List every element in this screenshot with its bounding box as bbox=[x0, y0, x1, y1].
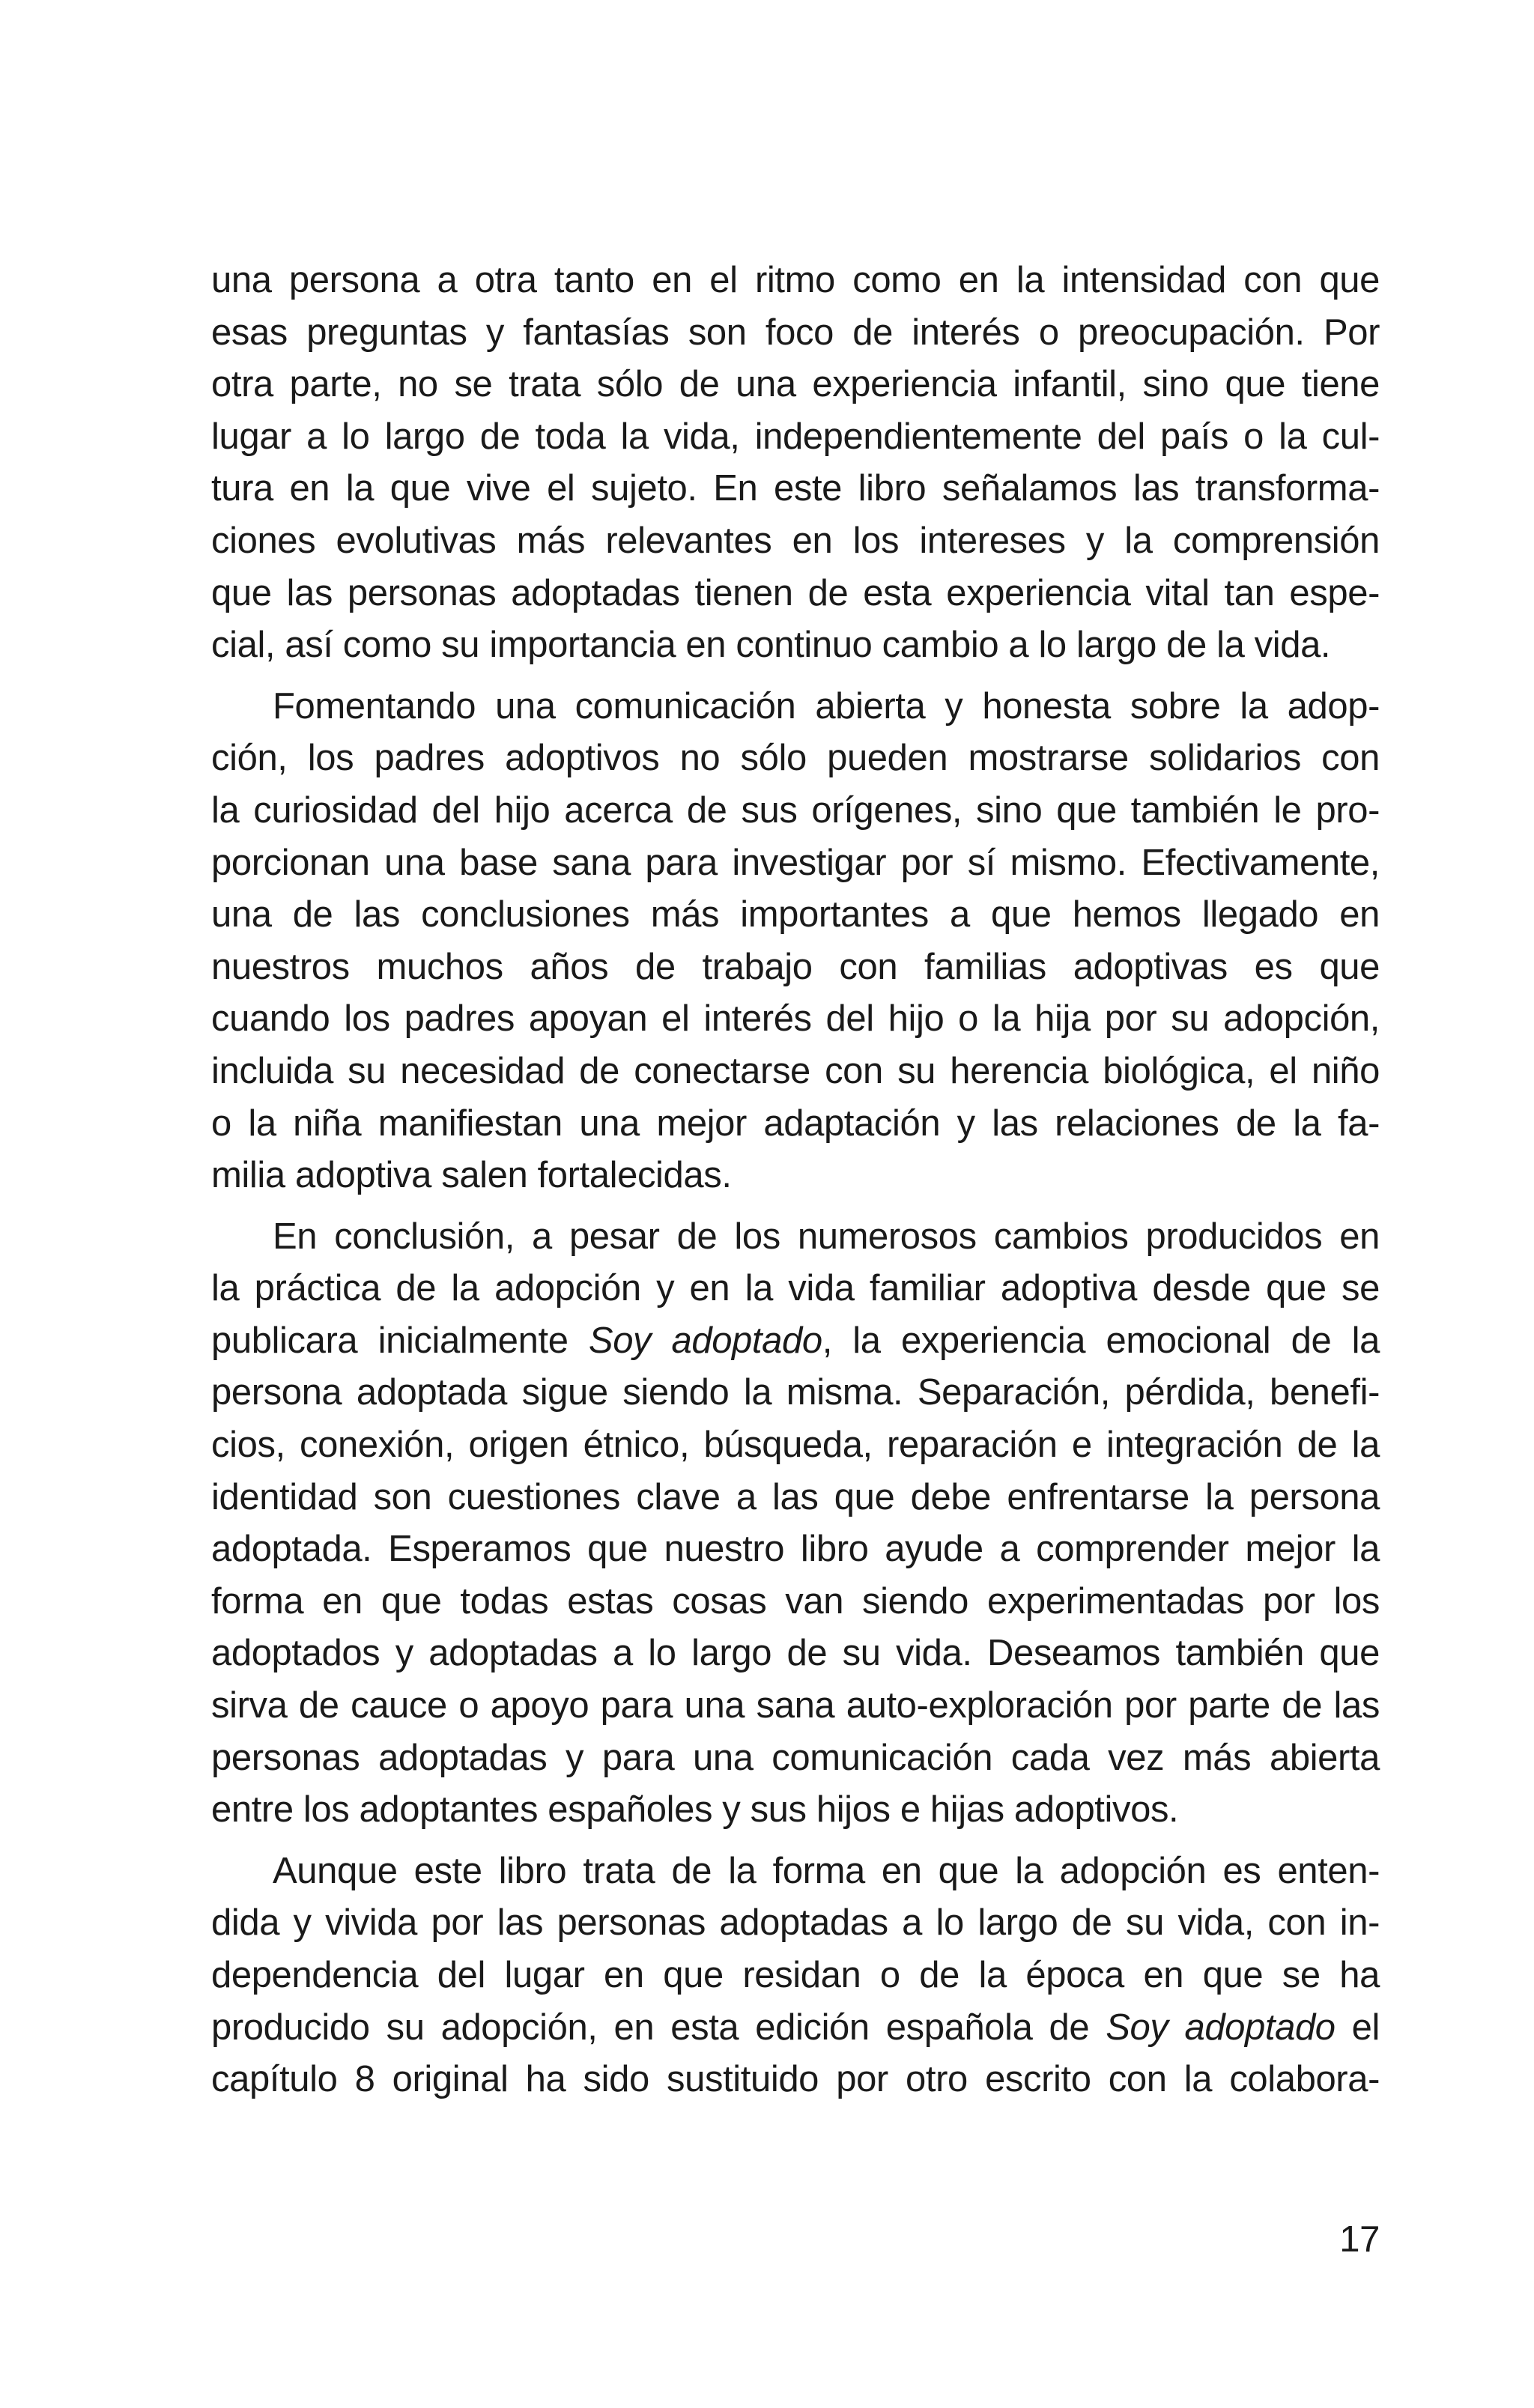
text-run: dependencia del lugar en que residan o de la época en que se ha bbox=[211, 1955, 1380, 1995]
text-run: adoptada. Esperamos que nuestro libro ayude a comprender mejor la bbox=[211, 1529, 1380, 1570]
text-line bbox=[211, 2054, 1380, 2106]
text-line bbox=[211, 1098, 1380, 1150]
text-line bbox=[211, 1150, 1380, 1202]
text-run: porcionan una base sana para investigar por sí mismo. Efectivamente, bbox=[211, 842, 1380, 883]
text-run: capítulo 8 original ha sido sustituido por otro escrito con la colabora- bbox=[211, 2059, 1380, 2100]
text-line bbox=[211, 1523, 1380, 1576]
text-run: sirva de cauce o apoyo para una sana auto-exploración por parte de las bbox=[211, 1685, 1380, 1726]
text-run: cial, así como su importancia en continuo cambio a lo largo de la vida. bbox=[211, 625, 1331, 666]
text-run: entre los adoptantes españoles y sus hijos e hijas adoptivos. bbox=[211, 1789, 1179, 1831]
text-line bbox=[211, 1046, 1380, 1098]
paragraph bbox=[211, 681, 1380, 1202]
paragraph bbox=[211, 255, 1380, 672]
book-title-italic: Soy adoptado bbox=[588, 1320, 822, 1361]
text-line bbox=[211, 1732, 1380, 1785]
text-run: el bbox=[1335, 2007, 1380, 2048]
text-line bbox=[211, 2002, 1380, 2054]
text-line bbox=[211, 1315, 1380, 1368]
text-line bbox=[211, 1846, 1380, 1898]
text-run: Aunque este libro trata de la forma en que la adopción es enten- bbox=[273, 1850, 1380, 1891]
text-run: una persona a otra tanto en el ritmo como en la intensidad con que bbox=[211, 260, 1380, 300]
text-run: dida y vivida por las personas adoptadas a lo largo de su vida, con in- bbox=[211, 1902, 1380, 1944]
text-run: la curiosidad del hijo acerca de sus orígenes, sino que también le pro- bbox=[211, 789, 1380, 831]
text-run: una de las conclusiones más importantes a que hemos llegado en bbox=[211, 894, 1380, 935]
text-line bbox=[211, 255, 1380, 307]
text-run: esas preguntas y fantasías son foco de interés o preocupación. Por bbox=[211, 312, 1380, 353]
text-line bbox=[211, 681, 1380, 733]
text-run: milia adoptiva salen fortalecidas. bbox=[211, 1155, 732, 1196]
text-line bbox=[211, 889, 1380, 941]
text-line bbox=[211, 359, 1380, 411]
text-line bbox=[211, 463, 1380, 515]
text-run: la práctica de la adopción y en la vida familiar adoptiva desde que se bbox=[211, 1268, 1380, 1309]
text-line bbox=[211, 515, 1380, 568]
text-run: incluida su necesidad de conectarse con su herencia biológica, el niño bbox=[211, 1050, 1380, 1091]
text-line bbox=[211, 1576, 1380, 1628]
text-line bbox=[211, 619, 1380, 672]
text-run: publicara inicialmente bbox=[211, 1320, 589, 1361]
text-run: producido su adopción, en esta edición española de bbox=[211, 2007, 1106, 2048]
paragraph bbox=[211, 1846, 1380, 2106]
text-line bbox=[211, 1211, 1380, 1264]
text-line bbox=[211, 993, 1380, 1046]
text-run: cios, conexión, origen étnico, búsqueda, reparación e integración de la bbox=[211, 1425, 1380, 1466]
text-run: adoptados y adoptadas a lo largo de su vida. Deseamos también que bbox=[211, 1633, 1380, 1674]
text-run: persona adoptada sigue siendo la misma. Separación, pérdida, benefi- bbox=[211, 1372, 1380, 1413]
text-line bbox=[211, 1419, 1380, 1472]
paragraph bbox=[211, 1211, 1380, 1837]
text-run: forma en que todas estas cosas van siendo experimentadas por los bbox=[211, 1580, 1380, 1622]
text-run: nuestros muchos años de trabajo con familias adoptivas es que bbox=[211, 946, 1380, 987]
text-line bbox=[211, 1897, 1380, 1950]
text-run: identidad son cuestiones clave a las que debe enfrentarse la persona bbox=[211, 1476, 1380, 1517]
text-line bbox=[211, 1472, 1380, 1524]
text-line bbox=[211, 307, 1380, 360]
text-run: que las personas adoptadas tienen de esta experiencia vital tan espe- bbox=[211, 572, 1380, 613]
text-run: personas adoptadas y para una comunicación cada vez más abierta bbox=[211, 1737, 1380, 1778]
book-title-italic: Soy adoptado bbox=[1106, 2007, 1336, 2048]
text-run: otra parte, no se trata sólo de una experiencia infantil, sino que tiene bbox=[211, 364, 1380, 405]
text-line bbox=[211, 1680, 1380, 1732]
text-run: tura en la que vive el sujeto. En este libro señalamos las transforma- bbox=[211, 468, 1380, 509]
text-line bbox=[211, 1950, 1380, 2002]
text-line bbox=[211, 733, 1380, 785]
text-run: En conclusión, a pesar de los numerosos cambios producidos en bbox=[273, 1216, 1380, 1257]
text-line bbox=[211, 1784, 1380, 1837]
text-line bbox=[211, 1628, 1380, 1680]
text-run: lugar a lo largo de toda la vida, independientemente del país o la cul- bbox=[211, 416, 1380, 457]
text-line bbox=[211, 941, 1380, 994]
text-line bbox=[211, 785, 1380, 837]
text-line bbox=[211, 1367, 1380, 1419]
text-run: o la niña manifiestan una mejor adaptación y las relaciones de la fa- bbox=[211, 1103, 1380, 1144]
text-line bbox=[211, 568, 1380, 620]
text-run: ciones evolutivas más relevantes en los intereses y la comprensión bbox=[211, 520, 1380, 561]
page-number: 17 bbox=[1339, 2219, 1380, 2260]
text-line bbox=[211, 411, 1380, 464]
text-line bbox=[211, 837, 1380, 890]
body-text bbox=[211, 255, 1380, 2106]
text-line bbox=[211, 1263, 1380, 1315]
text-run: Fomentando una comunicación abierta y honesta sobre la adop- bbox=[273, 685, 1380, 727]
text-run: , la experiencia emocional de la bbox=[822, 1320, 1380, 1361]
text-run: ción, los padres adoptivos no sólo pueden mostrarse solidarios con bbox=[211, 738, 1380, 779]
text-run: cuando los padres apoyan el interés del hijo o la hija por su adopción, bbox=[211, 998, 1380, 1040]
